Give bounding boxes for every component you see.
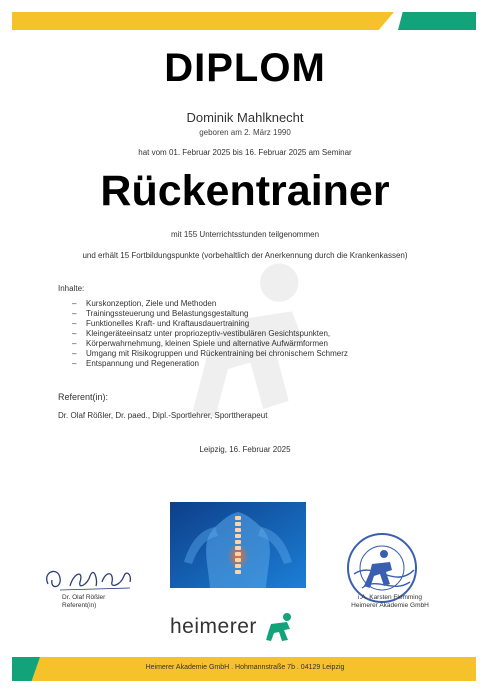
contents-label: Inhalte: — [58, 284, 85, 293]
runner-icon — [265, 612, 297, 642]
top-green-bar — [398, 12, 476, 30]
contents-list — [72, 299, 432, 369]
list-item: – Umgang mit Risikogruppen und Rückentraining bei chronischem Schmerz — [72, 349, 432, 359]
teaching-hours: mit 155 Unterrichtsstunden teilgenommen — [170, 230, 320, 239]
recipient-name: Dominik Mahlknecht — [186, 110, 304, 125]
seminar-period: hat vom 01. Februar 2025 bis 16. Februar 2025 am Seminar — [138, 148, 352, 157]
left-signature-image — [40, 562, 140, 596]
left-signatory — [62, 594, 105, 610]
right-signatory-name: i.A. Karsten Flemming — [358, 594, 422, 601]
training-points: und erhält 15 Fortbildungspunkte (vorbehaltlich der Anerkennung durch die Krankenkassen) — [82, 251, 408, 260]
top-yellow-bar — [12, 12, 394, 30]
left-signatory-role: Referent(in) — [62, 602, 97, 609]
place-date: Leipzig, 16. Februar 2025 — [199, 445, 291, 454]
referent-names: Dr. Olaf Rößler, Dr. paed., Dipl.-Sportlehrer, Sporttherapeut — [58, 411, 268, 420]
logo-text: heimerer — [170, 615, 257, 638]
referent-label: Referent(in): — [58, 392, 109, 402]
list-item: – Kleingeräteeinsatz unter propriozeptiv-vestibulären Gesichtspunkten, — [72, 329, 432, 339]
list-item: – Trainingssteuerung und Belastungsgestaltung — [72, 309, 432, 319]
diploma-title: DIPLOM — [164, 46, 326, 90]
right-signatory — [340, 594, 440, 610]
birth-date: geboren am 2. März 1990 — [199, 128, 291, 137]
list-item: – Funktionelles Kraft- und Kraftausdauertraining — [72, 319, 432, 329]
seminar-title: Rückentrainer — [100, 167, 390, 215]
left-signatory-name: Dr. Olaf Rößler — [62, 594, 106, 601]
list-item: – Entspannung und Regeneration — [72, 359, 432, 369]
right-signatory-role: Heimerer Akademie GmbH — [351, 602, 429, 609]
spine-illustration-image — [170, 502, 306, 588]
heimerer-logo — [170, 612, 297, 642]
footer-address: Heimerer Akademie GmbH . Hohmannstraße 7b . 04129 Leipzig — [145, 664, 345, 671]
list-item: – Kurskonzeption, Ziele und Methoden — [72, 299, 432, 309]
list-item: – Körperwahrnehmung, kleinen Spiele und alternative Aufwärmformen — [72, 339, 432, 349]
